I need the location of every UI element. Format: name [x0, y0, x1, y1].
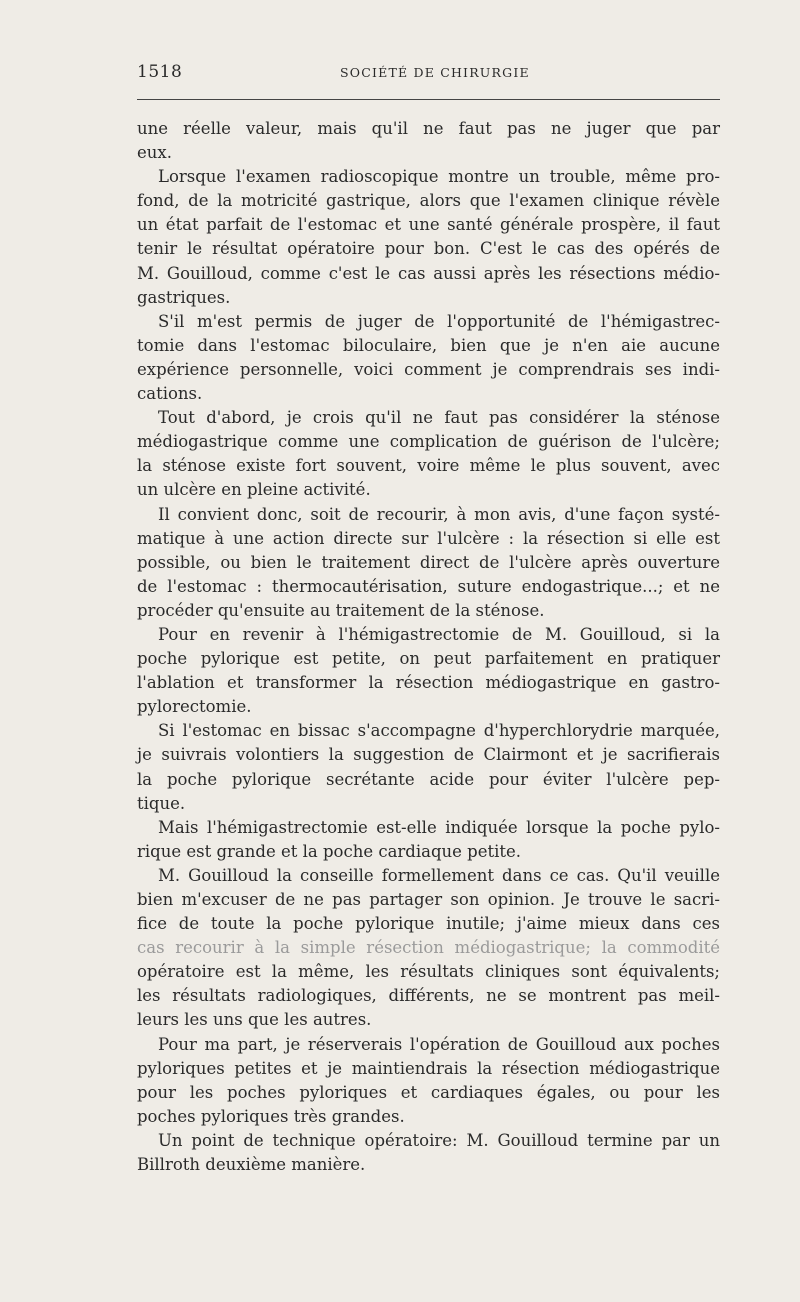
text-line: tomie dans l'estomac biloculaire, bien que je n'en aie aucune [137, 335, 720, 355]
text-line: je suivrais volontiers la suggestion de Clairmont et je sacrifierais [137, 745, 720, 765]
text-line: Lorsque l'examen radioscopique montre un trouble, même pro- [158, 167, 720, 187]
text-line: pyloriques petites et je maintiendrais la résection médiogastrique [137, 1058, 720, 1078]
text-line: eux. [137, 143, 172, 163]
text-line: Mais l'hémigastrectomie est-elle indiquée lorsque la poche pylo- [158, 817, 720, 837]
text-line: cations. [137, 384, 203, 404]
text-line: tique. [137, 793, 186, 813]
page-number: 1518 [137, 62, 183, 82]
text-line: un ulcère en pleine activité. [137, 480, 371, 500]
text-line: Tout d'abord, je crois qu'il ne faut pas considérer la sténose [158, 408, 720, 428]
text-line: un état parfait de l'estomac et une santé générale prospère, il faut [137, 215, 720, 235]
text-line: expérience personnelle, voici comment je comprendrais ses indi- [137, 359, 720, 379]
text-line: bien m'excuser de ne pas partager son opinion. Je trouve le sacri- [137, 890, 720, 909]
text-line: médiogastrique comme une complication de guérison de l'ulcère; [137, 432, 720, 452]
text-line: matique à une action directe sur l'ulcère : la résection si elle est [137, 528, 720, 548]
text-line: fond, de la motricité gastrique, alors que l'examen clinique révèle [137, 191, 720, 211]
body-text [137, 117, 720, 1177]
text-line: M. Gouilloud, comme c'est le cas aussi après les résections médio- [137, 263, 720, 283]
page-header [137, 58, 720, 88]
text-line: de l'estomac : thermocautérisation, suture endogastrique...; et ne [137, 576, 720, 596]
text-line: tenir le résultat opératoire pour bon. C'est le cas des opérés de [137, 239, 720, 259]
text-line: poches pyloriques très grandes. [137, 1106, 405, 1126]
text-line: les résultats radiologiques, différents, ne se montrent pas meil- [137, 986, 720, 1006]
text-line: leurs les uns que les autres. [137, 1010, 372, 1030]
text-line: M. Gouilloud la conseille formellement dans ce cas. Qu'il veuille [158, 865, 720, 885]
header-rule [137, 99, 720, 100]
text-line: Si l'estomac en bissac s'accompagne d'hyperchlorydrie marquée, [158, 721, 720, 741]
text-line: possible, ou bien le traitement direct de l'ulcère après ouverture [137, 552, 720, 572]
text-line: Billroth deuxième manière. [137, 1155, 366, 1175]
text-line: opératoire est la même, les résultats cliniques sont équivalents; [137, 962, 720, 982]
text-line: S'il m'est permis de juger de l'opportunité de l'hémigastrec- [158, 311, 720, 331]
text-line: une réelle valeur, mais qu'il ne faut pas ne juger que par [137, 119, 720, 138]
text-line: fice de toute la poche pylorique inutile; j'aime mieux dans ces [137, 914, 720, 934]
text-line: Un point de technique opératoire: M. Gouilloud termine par un [158, 1130, 720, 1150]
text-line: l'ablation et transformer la résection médiogastrique en gastro- [137, 673, 720, 693]
text-line: rique est grande et la poche cardiaque petite. [137, 841, 522, 861]
running-title: SOCIÉTÉ DE CHIRURGIE [340, 65, 530, 80]
text-line: pour les poches pyloriques et cardiaques égales, ou pour les [137, 1082, 720, 1102]
text-line: Pour ma part, je réserverais l'opération de Gouilloud aux poches [158, 1034, 720, 1054]
text-line: la poche pylorique secrétante acide pour éviter l'ulcère pep- [137, 769, 720, 789]
text-line: Il convient donc, soit de recourir, à mon avis, d'une façon systé- [158, 504, 720, 524]
text-line: la sténose existe fort souvent, voire même le plus souvent, avec [137, 456, 720, 476]
text-line: gastriques. [137, 287, 231, 307]
text-line: poche pylorique est petite, on peut parfaitement en pratiquer [137, 649, 720, 669]
text-line: procéder qu'ensuite au traitement de la sténose. [137, 600, 545, 620]
text-line: cas recourir à la simple résection médiogastrique; la commodité [137, 938, 720, 958]
text-line: Pour en revenir à l'hémigastrectomie de M. Gouilloud, si la [158, 624, 720, 644]
text-line: pylorectomie. [137, 697, 252, 717]
